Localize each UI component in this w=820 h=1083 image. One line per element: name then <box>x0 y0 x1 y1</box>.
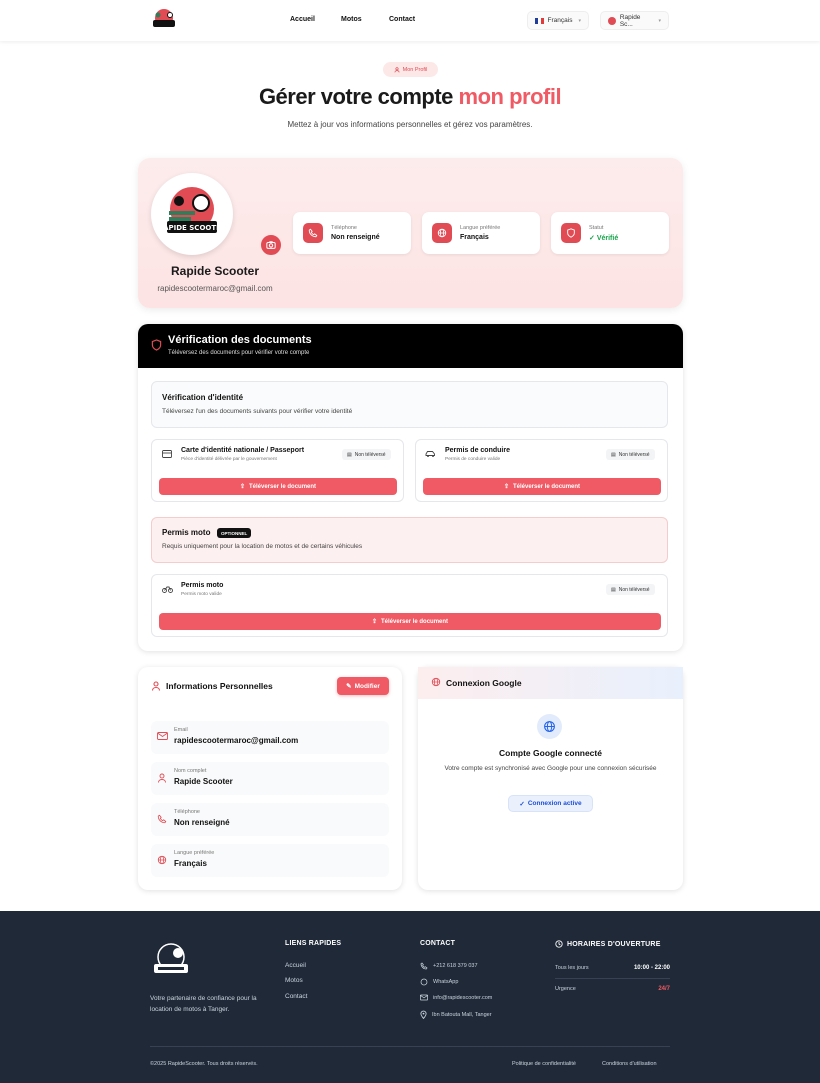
info-row-name <box>151 762 389 795</box>
user-name: Rapide Sc... <box>619 13 641 28</box>
doc-subtitle: Permis de conduire valide <box>445 457 501 462</box>
footer-address <box>420 1010 492 1019</box>
whatsapp-icon <box>420 978 428 986</box>
phone-icon <box>420 962 428 970</box>
check-icon: ✓ <box>589 235 597 242</box>
google-description: Votre compte est synchronisé avec Google pour une connexion sécurisée <box>444 765 657 772</box>
avatar-logo-text: RAPIDE SCOOTER <box>157 224 227 232</box>
footer-links-title: LIENS RAPIDES <box>285 940 342 947</box>
hours-title-text: HORAIRES D'OUVERTURE <box>567 940 661 948</box>
status-badge <box>606 449 655 460</box>
footer-email[interactable] <box>420 994 492 1001</box>
file-icon: ▤ <box>611 451 616 458</box>
info-value: Français <box>460 234 489 241</box>
verification-subtitle: Téléversez des documents pour vérifier votre compte <box>168 350 310 356</box>
status-badge <box>606 584 655 595</box>
row-value: Français <box>174 859 207 868</box>
info-row-phone <box>151 803 389 836</box>
info-label: Statut <box>589 225 604 231</box>
info-card-phone <box>293 212 411 254</box>
user-icon <box>394 67 400 73</box>
verification-title: Vérification des documents <box>168 334 312 346</box>
user-icon <box>157 773 167 783</box>
contact-text: info@rapidescooter.com <box>433 994 493 1001</box>
footer-divider <box>150 1046 670 1047</box>
footer-tagline: Votre partenaire de confiance pour la location de motos à Tanger. <box>150 995 257 1013</box>
copyright: ©2025 RapideScooter. Tous droits réservés. <box>150 1061 258 1067</box>
info-value <box>589 234 618 242</box>
upload-license-button[interactable] <box>423 478 661 495</box>
title-accent: mon profil <box>458 84 562 109</box>
contact-text: Ibn Batouta Mall, Tanger <box>432 1011 492 1018</box>
user-icon <box>151 681 161 691</box>
doc-subtitle: Permis moto valide <box>181 592 222 597</box>
camera-icon <box>266 240 276 250</box>
footer-link-contact[interactable]: Contact <box>285 993 308 1000</box>
hours-value: 10:00 - 22:00 <box>633 965 670 971</box>
info-row-email <box>151 721 389 754</box>
footer-phone[interactable] <box>420 962 478 970</box>
info-label: Téléphone <box>331 225 357 231</box>
user-menu[interactable] <box>600 11 669 30</box>
chevron-down-icon: ▾ <box>578 17 581 24</box>
button-label: Téléverser le document <box>513 483 581 490</box>
terms-link[interactable]: Conditions d'utilisation <box>602 1061 657 1067</box>
check-icon: ✓ <box>519 800 525 808</box>
pencil-icon: ✎ <box>346 683 352 690</box>
upload-icon: ⇪ <box>371 619 377 625</box>
status-value: Vérifié <box>596 235 619 242</box>
header-logo[interactable] <box>150 6 178 34</box>
footer-logo[interactable] <box>150 940 192 980</box>
status-label: Non téléversé <box>354 451 386 458</box>
hours-label: Tous les jours <box>555 965 589 971</box>
connection-active-badge <box>508 795 593 812</box>
info-value: Non renseigné <box>331 234 380 241</box>
row-label: Nom complet <box>174 768 207 774</box>
google-globe-icon <box>537 714 562 739</box>
info-row-language <box>151 844 389 877</box>
hours-row-emergency <box>555 986 670 992</box>
verification-header <box>138 324 683 368</box>
title-main: Gérer votre compte <box>258 84 459 109</box>
hours-value: 24/7 <box>658 986 670 992</box>
doc-title: Carte d'identité nationale / Passeport <box>181 447 305 454</box>
file-icon: ▤ <box>611 586 616 593</box>
nav-motos[interactable]: Motos <box>341 16 362 23</box>
identity-subtitle: Téléversez l'un des documents suivants pour vérifier votre identité <box>162 408 353 415</box>
personal-info-title: Informations Personnelles <box>166 681 273 691</box>
upload-icon: ⇪ <box>239 484 245 490</box>
google-title: Connexion Google <box>446 678 522 688</box>
moto-section <box>151 517 668 563</box>
footer-link-accueil[interactable]: Accueil <box>285 962 306 969</box>
doc-title: Permis de conduire <box>445 447 510 454</box>
edit-profile-button[interactable] <box>337 677 389 695</box>
location-pin-icon <box>420 1010 427 1019</box>
identity-section <box>151 381 668 428</box>
mail-icon <box>420 994 428 1001</box>
row-label: Email <box>174 727 188 733</box>
upload-moto-button[interactable] <box>159 613 661 630</box>
language-select[interactable] <box>527 11 589 30</box>
contact-text: WhatsApp <box>433 979 459 985</box>
hours-divider <box>555 978 670 979</box>
profile-email: rapidescootermaroc@gmail.com <box>157 284 273 293</box>
phone-icon <box>157 814 167 824</box>
shield-icon <box>561 223 581 243</box>
doc-title: Permis moto <box>181 582 224 589</box>
profile-badge <box>383 62 438 77</box>
phone-icon <box>303 223 323 243</box>
google-connected-title: Compte Google connecté <box>499 748 602 758</box>
status-badge <box>342 449 391 460</box>
row-label: Langue préférée <box>174 850 215 856</box>
footer-contact-title: CONTACT <box>420 940 456 947</box>
chevron-down-icon: ▾ <box>658 17 661 24</box>
status-label: Non téléversé <box>618 586 650 593</box>
row-value: rapidescootermaroc@gmail.com <box>174 736 299 745</box>
status-label: Non téléversé <box>618 451 650 458</box>
upload-icon: ⇪ <box>503 484 509 490</box>
hours-label: Urgence <box>555 986 576 992</box>
nav-contact[interactable]: Contact <box>389 16 416 23</box>
page-title <box>0 84 820 110</box>
nav-accueil[interactable]: Accueil <box>290 16 315 23</box>
globe-icon <box>431 677 441 687</box>
info-card-status <box>551 212 669 254</box>
footer-hours-title <box>555 940 661 948</box>
moto-subtitle: Requis uniquement pour la location de motos et de certains véhicules <box>162 543 363 550</box>
shield-icon <box>151 339 162 351</box>
badge-label: Connexion active <box>527 800 582 807</box>
moto-title: Permis moto <box>162 528 211 537</box>
contact-text: +212 618 379 037 <box>433 963 478 969</box>
button-label: Modifier <box>354 682 380 690</box>
hours-row-daily <box>555 965 670 971</box>
doc-subtitle: Pièce d'identité délivrée par le gouvernement <box>181 457 277 462</box>
change-avatar-button[interactable] <box>259 233 283 257</box>
row-value: Rapide Scooter <box>174 777 233 786</box>
globe-icon <box>432 223 452 243</box>
motorcycle-icon <box>162 585 173 593</box>
identity-title: Vérification d'identité <box>162 393 244 402</box>
avatar <box>151 173 233 255</box>
footer <box>0 911 820 1083</box>
id-card-icon <box>162 450 172 458</box>
info-card-language <box>422 212 540 254</box>
language-label: Français <box>547 17 573 24</box>
row-value: Non renseigné <box>174 818 230 827</box>
footer-whatsapp[interactable] <box>420 978 458 986</box>
button-label: Téléverser le document <box>249 483 317 490</box>
clock-icon <box>555 940 563 948</box>
privacy-link[interactable]: Politique de confidentialité <box>512 1061 576 1067</box>
upload-id-button[interactable] <box>159 478 397 495</box>
user-avatar-icon <box>608 17 616 25</box>
profile-name: Rapide Scooter <box>170 264 260 278</box>
footer-link-motos[interactable]: Motos <box>285 977 303 984</box>
france-flag-icon <box>535 18 544 24</box>
car-icon <box>425 450 436 458</box>
file-icon: ▤ <box>347 451 352 458</box>
mail-icon <box>157 732 168 740</box>
page-subtitle: Mettez à jour vos informations personnelles et gérez vos paramètres. <box>287 120 533 129</box>
row-label: Téléphone <box>174 809 200 815</box>
info-label: Langue préférée <box>460 225 501 231</box>
button-label: Téléverser le document <box>381 618 449 625</box>
optional-tag: OPTIONNEL <box>217 528 251 538</box>
google-card <box>418 667 683 890</box>
globe-icon <box>157 855 167 865</box>
badge-label: Mon Profil <box>402 66 428 73</box>
